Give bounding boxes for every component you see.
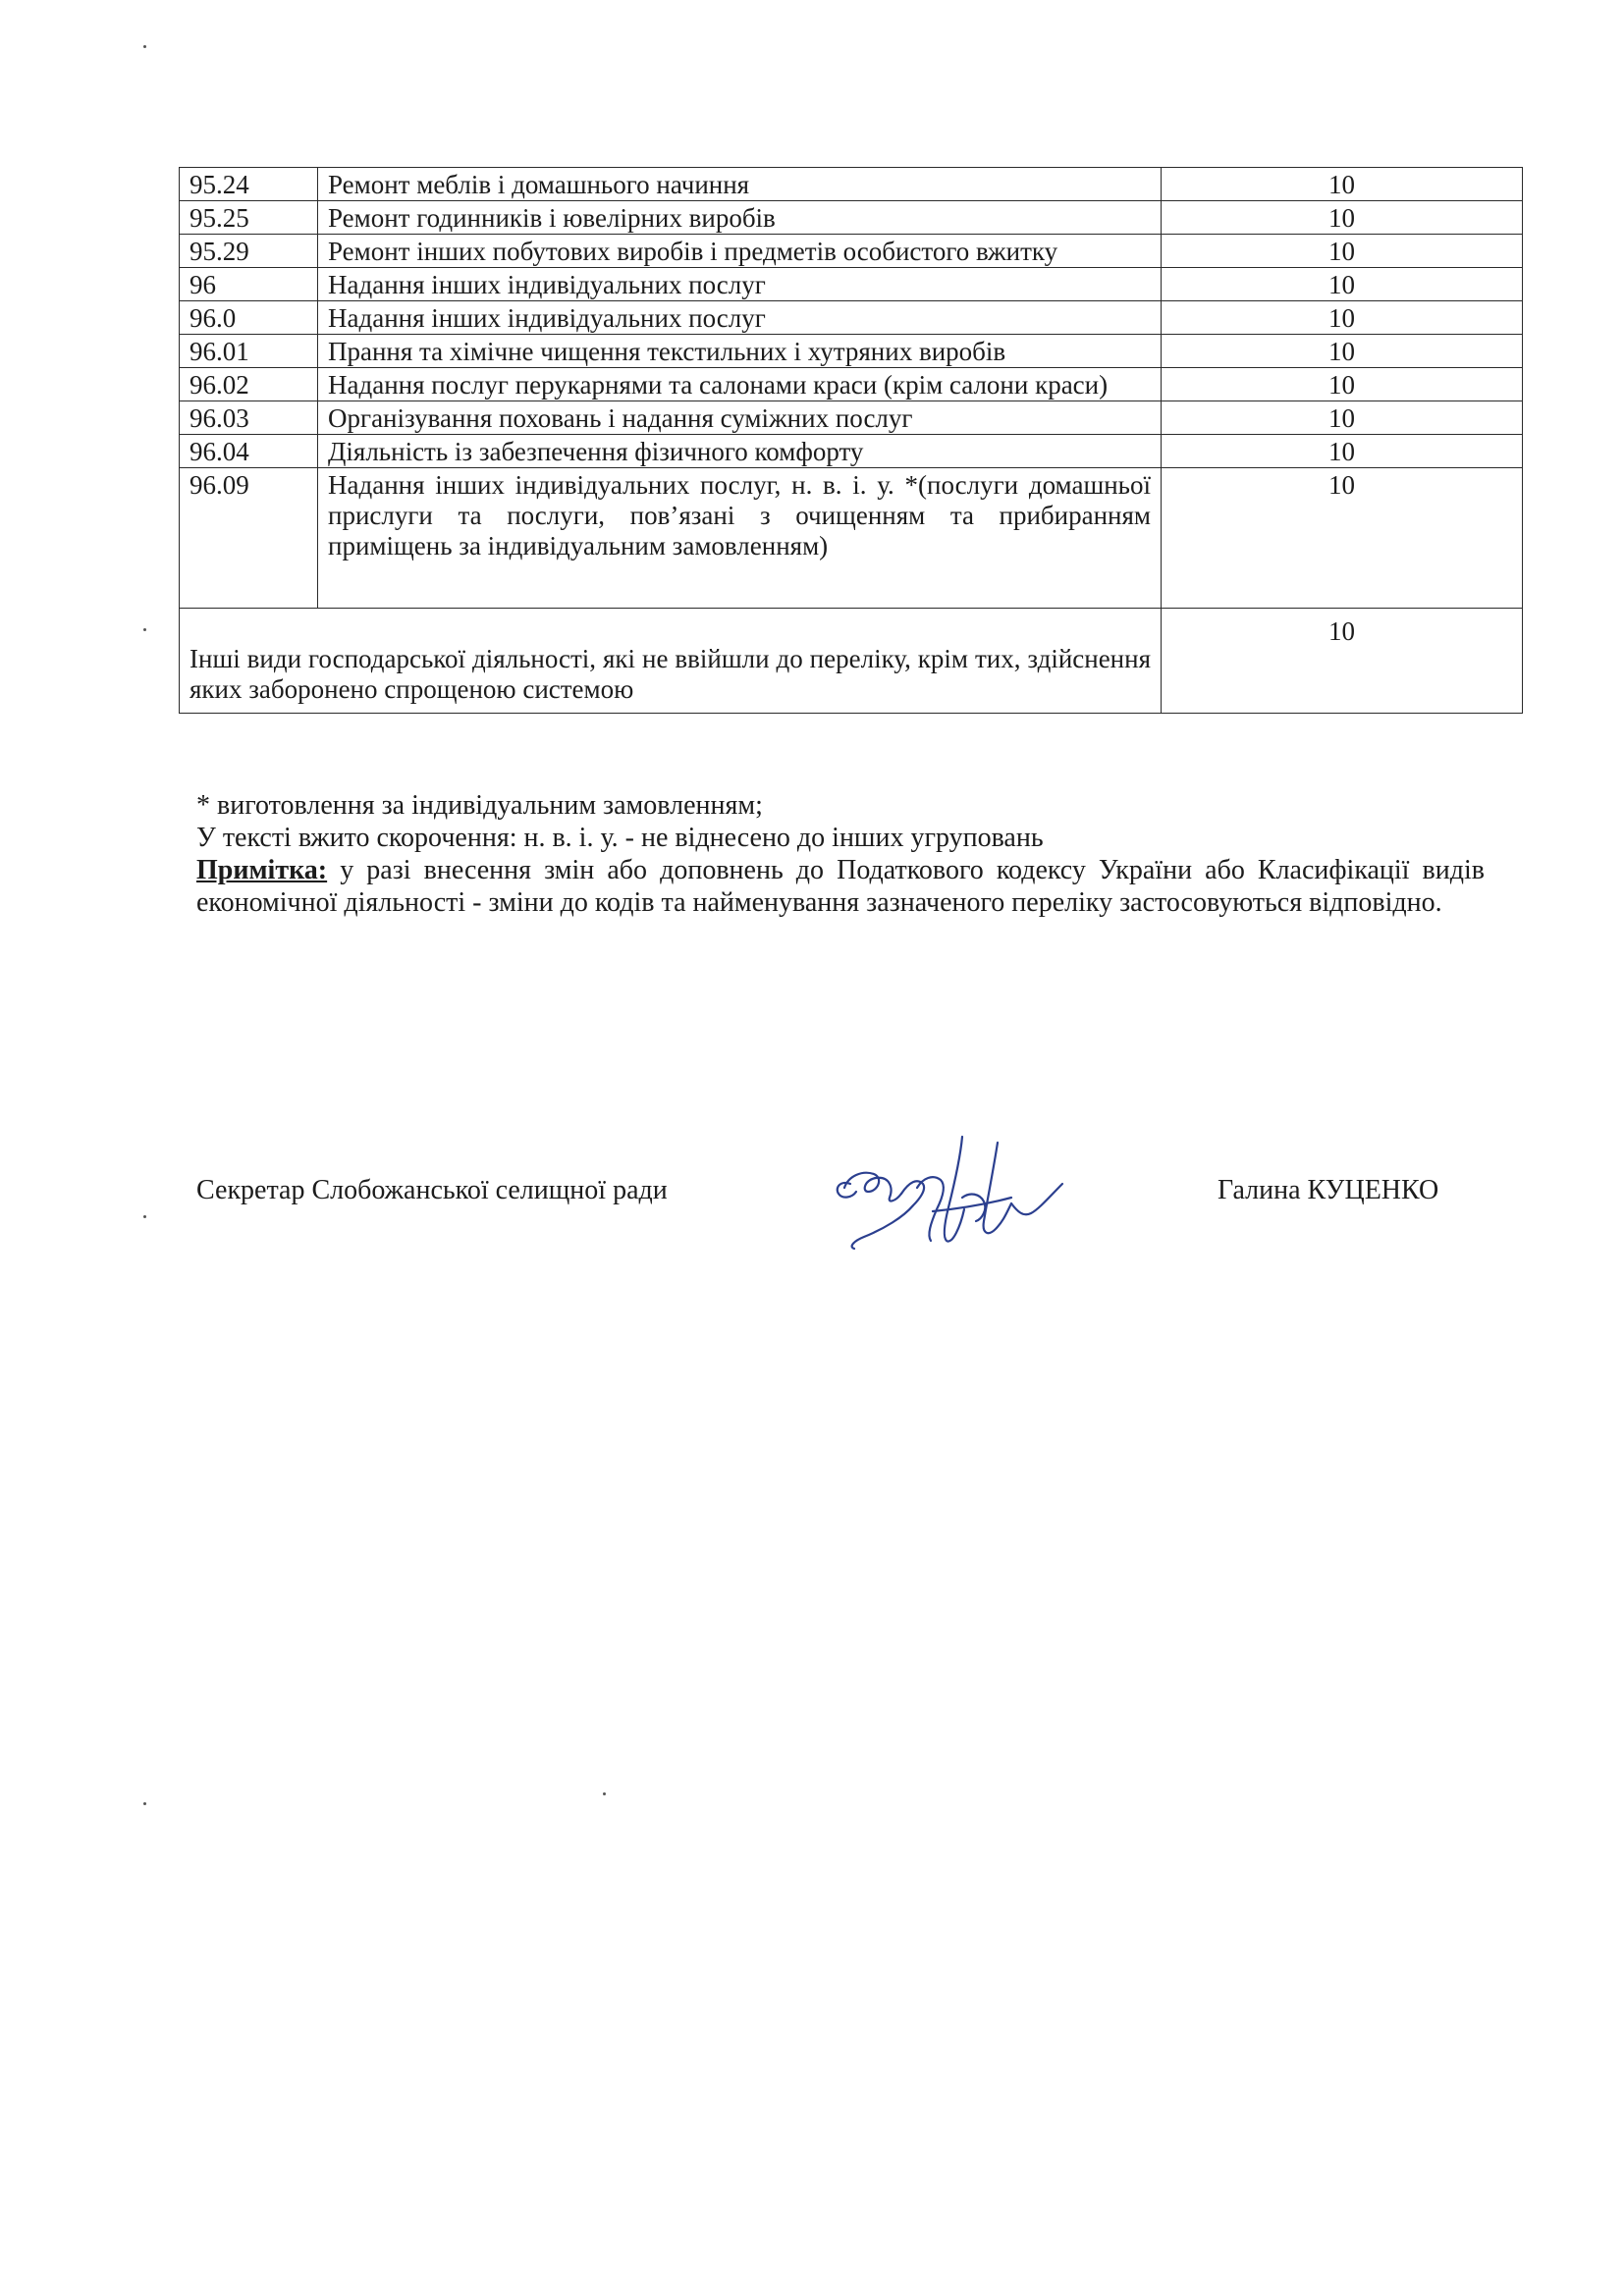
notes-section: [196, 789, 1485, 919]
table-row: [180, 235, 1523, 268]
tax-rate: 10: [1162, 435, 1523, 468]
table-row: [180, 435, 1523, 468]
table-body: [180, 168, 1523, 714]
activity-name: Діяльність із забезпечення фізичного комфорту: [318, 435, 1162, 468]
activity-name: Надання інших індивідуальних послуг, н. в. і. у. *(послуги домашньої прислуги та послуги, пов’язані з очищенням та прибиранням приміщень за індивідуальним замовленням): [318, 468, 1162, 609]
tax-rate: 10: [1162, 609, 1523, 714]
remark-text: у разі внесення змін або доповнень до Податкового кодексу України або Класифікації видів економічної діяльності - зміни до кодів та найменування зазначеного переліку застосовуються відповідно.: [196, 855, 1485, 918]
table-row: [180, 468, 1523, 609]
activity-name: Надання інших індивідуальних послуг: [318, 268, 1162, 301]
table-row: [180, 201, 1523, 235]
activity-name: Організування поховань і надання суміжних послуг: [318, 401, 1162, 435]
activity-name: Ремонт годинників і ювелірних виробів: [318, 201, 1162, 235]
activity-code: 96.01: [180, 335, 318, 368]
signer-name: Галина КУЦЕНКО: [1218, 1175, 1439, 1205]
scan-speck: [143, 45, 146, 48]
tax-rate: 10: [1162, 368, 1523, 401]
remark-label: Примітка:: [196, 855, 328, 885]
scan-speck: [143, 1802, 146, 1805]
other-activities-name: Інші види господарської діяльності, які не ввійшли до переліку, крім тих, здійснення яких заборонено спрощеною системою: [180, 609, 1162, 714]
activity-name: Прання та хімічне чищення текстильних і хутряних виробів: [318, 335, 1162, 368]
table-row: [180, 401, 1523, 435]
activity-name: Надання послуг перукарнями та салонами краси (крім салони краси): [318, 368, 1162, 401]
table-row: [180, 368, 1523, 401]
activity-code: 95.25: [180, 201, 318, 235]
activity-code: 96.09: [180, 468, 318, 609]
activity-code: 96: [180, 268, 318, 301]
activity-code: 96.03: [180, 401, 318, 435]
activity-code: 96.02: [180, 368, 318, 401]
activity-code: 95.24: [180, 168, 318, 201]
table-row-other-activities: [180, 609, 1523, 714]
activity-name: Надання інших індивідуальних послуг: [318, 301, 1162, 335]
remark-paragraph: [196, 854, 1485, 919]
activity-rates-table: [179, 167, 1523, 714]
tax-rate: 10: [1162, 301, 1523, 335]
table-row: [180, 268, 1523, 301]
scan-speck: [143, 1215, 146, 1218]
table-row: [180, 335, 1523, 368]
activity-name: Ремонт меблів і домашнього начиння: [318, 168, 1162, 201]
activity-name: Ремонт інших побутових виробів і предметів особистого вжитку: [318, 235, 1162, 268]
abbreviation-note: У тексті вжито скорочення: н. в. і. у. - не віднесено до інших угруповань: [196, 823, 1044, 853]
activity-code: 96.0: [180, 301, 318, 335]
activity-code: 95.29: [180, 235, 318, 268]
tax-rate: 10: [1162, 268, 1523, 301]
table-row: [180, 301, 1523, 335]
table-row: [180, 168, 1523, 201]
tax-rate: 10: [1162, 168, 1523, 201]
tax-rate: 10: [1162, 335, 1523, 368]
scan-speck: [143, 628, 146, 631]
tax-rate: 10: [1162, 201, 1523, 235]
footnote: * виготовлення за індивідуальним замовленням;: [196, 790, 763, 821]
activity-code: 96.04: [180, 435, 318, 468]
tax-rate: 10: [1162, 235, 1523, 268]
signer-position: Секретар Слобожанської селищної ради: [196, 1175, 668, 1205]
scan-speck: [603, 1792, 606, 1795]
handwritten-signature: [815, 1119, 1090, 1276]
tax-rate: 10: [1162, 468, 1523, 609]
tax-rate: 10: [1162, 401, 1523, 435]
